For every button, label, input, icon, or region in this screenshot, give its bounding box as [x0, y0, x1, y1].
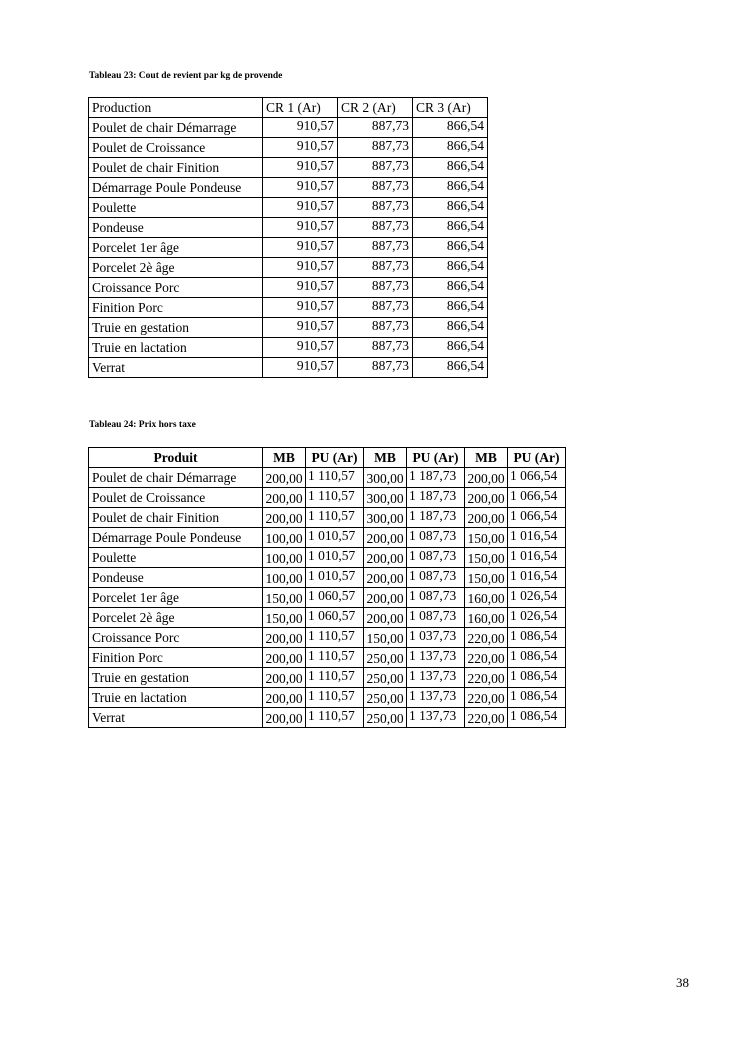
table-row: [89, 628, 566, 648]
cell-value: 866,54: [413, 338, 488, 358]
margin-value: 200,00: [465, 468, 508, 488]
row-label: Croissance Porc: [89, 628, 263, 648]
row-label: Porcelet 2è âge: [89, 608, 263, 628]
margin-value: 200,00: [364, 568, 407, 588]
column-header: PU (Ar): [508, 448, 566, 468]
margin-value: 200,00: [263, 688, 306, 708]
margin-value: 200,00: [263, 488, 306, 508]
table-row: [89, 318, 488, 338]
table-row: [89, 688, 566, 708]
table-24-caption: Tableau 24: Prix hors taxe: [89, 420, 196, 430]
unit-price-value: 1 060,57: [306, 608, 364, 628]
row-label: Porcelet 1er âge: [89, 588, 263, 608]
unit-price-value: 1 087,73: [407, 528, 465, 548]
cell-value: 887,73: [338, 138, 413, 158]
margin-value: 150,00: [263, 588, 306, 608]
margin-value: 150,00: [364, 628, 407, 648]
row-label: Démarrage Poule Pondeuse: [89, 528, 263, 548]
margin-value: 300,00: [364, 488, 407, 508]
unit-price-value: 1 060,57: [306, 588, 364, 608]
cell-value: 910,57: [263, 358, 338, 378]
row-label: Verrat: [89, 708, 263, 728]
table-row: [89, 528, 566, 548]
unit-price-value: 1 187,73: [407, 488, 465, 508]
unit-price-value: 1 066,54: [508, 508, 566, 528]
table-23-caption: Tableau 23: Cout de revient par kg de provende: [89, 71, 283, 81]
table-row: [89, 648, 566, 668]
unit-price-value: 1 137,73: [407, 668, 465, 688]
row-label: Poulet de chair Démarrage: [89, 468, 263, 488]
row-label: Pondeuse: [89, 218, 263, 238]
margin-value: 200,00: [263, 668, 306, 688]
cost-per-kg-table: [88, 97, 488, 378]
row-label: Poulet de Croissance: [89, 138, 263, 158]
row-label: Poulet de chair Finition: [89, 508, 263, 528]
row-label: Poulet de chair Finition: [89, 158, 263, 178]
cell-value: 866,54: [413, 318, 488, 338]
margin-value: 100,00: [263, 568, 306, 588]
table-row: [89, 158, 488, 178]
table-row: [89, 488, 566, 508]
margin-value: 150,00: [263, 608, 306, 628]
cell-value: 910,57: [263, 278, 338, 298]
price-table-header: [89, 448, 566, 468]
margin-value: 200,00: [263, 628, 306, 648]
unit-price-value: 1 016,54: [508, 548, 566, 568]
margin-value: 250,00: [364, 688, 407, 708]
margin-value: 100,00: [263, 528, 306, 548]
unit-price-value: 1 110,57: [306, 628, 364, 648]
row-label: Truie en lactation: [89, 338, 263, 358]
cell-value: 866,54: [413, 298, 488, 318]
margin-value: 300,00: [364, 508, 407, 528]
unit-price-value: 1 110,57: [306, 688, 364, 708]
margin-value: 200,00: [364, 548, 407, 568]
margin-value: 200,00: [364, 608, 407, 628]
cell-value: 910,57: [263, 238, 338, 258]
margin-value: 220,00: [465, 708, 508, 728]
cell-value: 910,57: [263, 318, 338, 338]
column-header: Produit: [89, 448, 263, 468]
unit-price-value: 1 110,57: [306, 648, 364, 668]
unit-price-value: 1 187,73: [407, 508, 465, 528]
table-row: [89, 338, 488, 358]
table-row: [89, 218, 488, 238]
unit-price-value: 1 110,57: [306, 508, 364, 528]
row-label: Finition Porc: [89, 648, 263, 668]
unit-price-value: 1 087,73: [407, 568, 465, 588]
unit-price-value: 1 137,73: [407, 648, 465, 668]
table-row: [89, 198, 488, 218]
unit-price-value: 1 010,57: [306, 568, 364, 588]
column-header: CR 2 (Ar): [338, 98, 413, 118]
table-row: [89, 358, 488, 378]
table-row: [89, 508, 566, 528]
column-header: MB: [465, 448, 508, 468]
unit-price-value: 1 087,73: [407, 588, 465, 608]
cell-value: 866,54: [413, 358, 488, 378]
cell-value: 910,57: [263, 198, 338, 218]
cell-value: 866,54: [413, 178, 488, 198]
column-header: MB: [364, 448, 407, 468]
cell-value: 866,54: [413, 198, 488, 218]
unit-price-value: 1 026,54: [508, 608, 566, 628]
cell-value: 887,73: [338, 158, 413, 178]
margin-value: 220,00: [465, 628, 508, 648]
cell-value: 887,73: [338, 118, 413, 138]
margin-value: 160,00: [465, 588, 508, 608]
margin-value: 200,00: [364, 588, 407, 608]
table-header-row: [89, 448, 566, 468]
row-label: Poulette: [89, 198, 263, 218]
table-row: [89, 468, 566, 488]
unit-price-value: 1 037,73: [407, 628, 465, 648]
margin-value: 300,00: [364, 468, 407, 488]
margin-value: 250,00: [364, 648, 407, 668]
margin-value: 200,00: [263, 648, 306, 668]
margin-value: 200,00: [465, 488, 508, 508]
unit-price-value: 1 086,54: [508, 708, 566, 728]
cell-value: 887,73: [338, 198, 413, 218]
margin-value: 200,00: [263, 468, 306, 488]
margin-value: 150,00: [465, 548, 508, 568]
row-label: Finition Porc: [89, 298, 263, 318]
column-header: PU (Ar): [306, 448, 364, 468]
margin-value: 150,00: [465, 528, 508, 548]
row-label: Poulette: [89, 548, 263, 568]
column-header: CR 3 (Ar): [413, 98, 488, 118]
cell-value: 910,57: [263, 258, 338, 278]
unit-price-value: 1 010,57: [306, 528, 364, 548]
unit-price-value: 1 137,73: [407, 708, 465, 728]
cell-value: 866,54: [413, 278, 488, 298]
unit-price-value: 1 086,54: [508, 628, 566, 648]
cost-per-kg-table-body: [89, 98, 488, 378]
unit-price-value: 1 187,73: [407, 468, 465, 488]
unit-price-value: 1 086,54: [508, 668, 566, 688]
margin-value: 200,00: [465, 508, 508, 528]
unit-price-value: 1 086,54: [508, 648, 566, 668]
margin-value: 100,00: [263, 548, 306, 568]
unit-price-value: 1 016,54: [508, 528, 566, 548]
cell-value: 910,57: [263, 138, 338, 158]
unit-price-value: 1 026,54: [508, 588, 566, 608]
margin-value: 200,00: [263, 708, 306, 728]
cell-value: 910,57: [263, 338, 338, 358]
cell-value: 887,73: [338, 178, 413, 198]
cell-value: 866,54: [413, 258, 488, 278]
margin-value: 250,00: [364, 668, 407, 688]
table-row: [89, 278, 488, 298]
unit-price-value: 1 016,54: [508, 568, 566, 588]
cell-value: 887,73: [338, 318, 413, 338]
margin-value: 220,00: [465, 648, 508, 668]
table-row: [89, 608, 566, 628]
cell-value: 910,57: [263, 158, 338, 178]
row-label: Truie en lactation: [89, 688, 263, 708]
price-excl-tax-table-body: [89, 468, 566, 728]
table-row: [89, 138, 488, 158]
cell-value: 887,73: [338, 298, 413, 318]
table-row: [89, 588, 566, 608]
table-header-row: [89, 98, 488, 118]
cell-value: 910,57: [263, 298, 338, 318]
unit-price-value: 1 087,73: [407, 548, 465, 568]
table-row: [89, 708, 566, 728]
table-row: [89, 568, 566, 588]
margin-value: 220,00: [465, 688, 508, 708]
table-row: [89, 178, 488, 198]
cell-value: 910,57: [263, 178, 338, 198]
column-header: PU (Ar): [407, 448, 465, 468]
column-header: MB: [263, 448, 306, 468]
unit-price-value: 1 137,73: [407, 688, 465, 708]
cell-value: 866,54: [413, 238, 488, 258]
cell-value: 866,54: [413, 218, 488, 238]
cell-value: 887,73: [338, 238, 413, 258]
table-row: [89, 118, 488, 138]
unit-price-value: 1 110,57: [306, 668, 364, 688]
margin-value: 250,00: [364, 708, 407, 728]
cell-value: 866,54: [413, 118, 488, 138]
row-label: Truie en gestation: [89, 668, 263, 688]
cell-value: 910,57: [263, 118, 338, 138]
cell-value: 887,73: [338, 218, 413, 238]
row-label: Porcelet 2è âge: [89, 258, 263, 278]
unit-price-value: 1 110,57: [306, 468, 364, 488]
unit-price-value: 1 110,57: [306, 488, 364, 508]
row-label: Truie en gestation: [89, 318, 263, 338]
margin-value: 200,00: [263, 508, 306, 528]
row-label: Poulet de Croissance: [89, 488, 263, 508]
cell-value: 887,73: [338, 278, 413, 298]
unit-price-value: 1 087,73: [407, 608, 465, 628]
page-number: 38: [676, 975, 689, 990]
margin-value: 160,00: [465, 608, 508, 628]
column-header: Production: [89, 98, 263, 118]
margin-value: 200,00: [364, 528, 407, 548]
row-label: Verrat: [89, 358, 263, 378]
table-row: [89, 298, 488, 318]
cell-value: 887,73: [338, 358, 413, 378]
unit-price-value: 1 010,57: [306, 548, 364, 568]
table-row: [89, 238, 488, 258]
cell-value: 866,54: [413, 138, 488, 158]
unit-price-value: 1 110,57: [306, 708, 364, 728]
price-excl-tax-table: [88, 447, 566, 728]
table-row: [89, 548, 566, 568]
unit-price-value: 1 066,54: [508, 468, 566, 488]
cell-value: 866,54: [413, 158, 488, 178]
margin-value: 150,00: [465, 568, 508, 588]
cell-value: 910,57: [263, 218, 338, 238]
row-label: Démarrage Poule Pondeuse: [89, 178, 263, 198]
cell-value: 887,73: [338, 338, 413, 358]
row-label: Porcelet 1er âge: [89, 238, 263, 258]
row-label: Poulet de chair Démarrage: [89, 118, 263, 138]
table-row: [89, 258, 488, 278]
row-label: Pondeuse: [89, 568, 263, 588]
unit-price-value: 1 086,54: [508, 688, 566, 708]
unit-price-value: 1 066,54: [508, 488, 566, 508]
row-label: Croissance Porc: [89, 278, 263, 298]
margin-value: 220,00: [465, 668, 508, 688]
column-header: CR 1 (Ar): [263, 98, 338, 118]
table-row: [89, 668, 566, 688]
cell-value: 887,73: [338, 258, 413, 278]
